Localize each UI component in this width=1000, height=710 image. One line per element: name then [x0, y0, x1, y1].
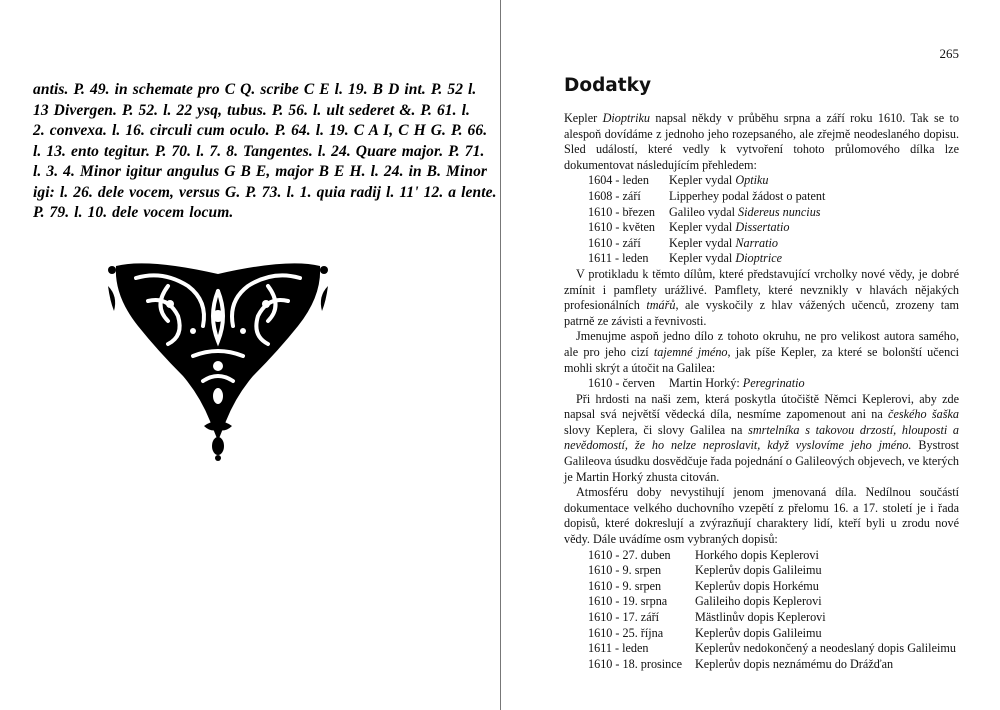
text-run: napsal někdy v průběhu srpna a září roku 1610. Tak se to alespoň dovídáme z jednoho jeho rozepsaného, ale zřejmě neodeslaného dopisu. Sled událostí, které vedly k vytvoření tohoto průlomového dílka lze dokumentovat následujícím přehledem:	[564, 111, 959, 172]
text-run: Jmenujme aspoň jedno dílo z tohoto okruhu, ne pro velikost autora samého, ale pro jeho cizí	[564, 329, 959, 359]
letter-row	[588, 579, 959, 595]
text-run: Martin Horký:	[669, 376, 743, 391]
text-run: Kepler vydal	[669, 173, 736, 188]
text-run: Optiku	[735, 173, 769, 188]
text-run: slovy Keplera, či slovy Galilea na	[564, 422, 749, 437]
letter-date: 1610 - 18. prosince	[588, 656, 683, 671]
timeline-row	[588, 220, 959, 236]
letter-row	[588, 657, 959, 673]
text-run: Narratio	[735, 235, 779, 250]
right-page	[501, 0, 1000, 710]
letter-description: Keplerův dopis Galileimu	[695, 563, 822, 578]
letter-row	[588, 626, 959, 642]
timeline-date: 1608 - září	[588, 188, 641, 203]
errata-line: P. 79. l. 10. dele vocem locum.	[33, 204, 234, 221]
text-run: Dioptriku	[602, 111, 650, 125]
letter-date: 1610 - 9. srpen	[588, 563, 662, 578]
letter-row	[588, 563, 959, 579]
letter-date: 1610 - 27. duben	[588, 547, 671, 562]
letters-intro-paragraph	[564, 485, 959, 547]
timeline-row	[588, 205, 959, 221]
pamphlets-paragraph	[564, 267, 959, 329]
left-page	[0, 0, 499, 710]
letter-description: Horkého dopis Keplerovi	[695, 547, 819, 562]
text-run: Kepler vydal	[669, 220, 736, 235]
timeline-table	[588, 173, 959, 267]
text-run: Při hrdosti na naši zem, která poskytla útočiště Němci Keplerovi, aby zde napsal svá největší vědecká díla, nesmíme zapomenout ani na	[564, 391, 959, 422]
text-run: tajemné jméno	[653, 344, 728, 359]
errata-line: l. 13. ento tegitur. P. 70. l. 7. 8. Tangentes. l. 24. Quare major. P. 71.	[33, 142, 485, 160]
errata-line: 2. convexa. l. 16. circuli cum oculo. P. 64. l. 19. C A I, C H G. P. 66.	[33, 122, 488, 139]
letter-description: Keplerův nedokončený a neodeslaný dopis Galileimu	[695, 641, 956, 656]
text-run: Peregrinatio	[742, 376, 805, 391]
text-run: Kepler vydal	[669, 235, 736, 250]
baroque-ornament-icon	[108, 256, 328, 461]
text-run: Dioptrice	[735, 251, 783, 266]
timeline-date: 1611 - leden	[588, 251, 649, 266]
letter-description: Keplerův dopis Horkému	[695, 578, 819, 593]
timeline-event	[669, 189, 825, 205]
letter-date: 1610 - 9. srpen	[588, 578, 662, 593]
timeline-date: 1610 - květen	[588, 220, 656, 235]
horky-intro-paragraph	[564, 329, 959, 376]
errata-text	[33, 80, 497, 224]
horky-row	[588, 376, 959, 392]
timeline-row	[588, 189, 959, 205]
text-run: Sidereus nuncius	[738, 204, 821, 219]
letter-date: 1610 - 19. srpna	[588, 594, 668, 609]
horky-date: 1610 - červen	[588, 376, 656, 391]
letter-description: Keplerův dopis neznámému do Drážďan	[695, 656, 894, 671]
horky-entry	[588, 376, 959, 392]
timeline-row	[588, 236, 959, 252]
letter-description: Mästlinův dopis Keplerovi	[695, 610, 826, 624]
timeline-event	[669, 251, 782, 267]
text-run: Dissertatio	[735, 220, 790, 235]
section-title: Dodatky	[564, 75, 651, 96]
page-number: 265	[939, 46, 959, 61]
text-run: Galileo vydal	[669, 204, 739, 219]
text-run: Bystrost Galileova úsudku dosvědčuje řada pojednání o Galileových objevech, ve kterých je Martin Horký zhusta citován.	[564, 438, 959, 484]
text-run: , ale vyskočily z hlav vážených učenců, zrozeny tam patrně ze závisti a řevnivosti.	[564, 298, 959, 328]
text-run: V protikladu k těmto dílům, které představující vrcholky nové vědy, je dobré zmínit i pamflety urážlivé. Pamflety, které nevznikly v hlavách nějakých profesionálních	[564, 266, 959, 313]
letters-table	[588, 548, 959, 673]
letter-row	[588, 594, 959, 610]
timeline-date: 1610 - březen	[588, 204, 656, 219]
timeline-date: 1604 - leden	[588, 173, 649, 188]
text-run: tmářů	[646, 298, 676, 313]
errata-line: 13 Divergen. P. 52. l. 22 ysq, tubus. P. 56. l. ult sederet &. P. 61. l.	[33, 101, 470, 119]
errata-line: antis. P. 49. in schemate pro C Q. scribe C E l. 19. B D int. P. 52 l.	[33, 81, 477, 98]
text-run: Lipperhey podal žádost o patent	[669, 188, 826, 203]
letter-description: Galileiho dopis Keplerovi	[695, 594, 822, 609]
intro-paragraph	[564, 111, 959, 173]
text-run: českého šaška	[888, 407, 959, 422]
text-run: smrtelníka s takovou drzostí, hlouposti a nevědomostí, že ho nelze neproslavit, když vyslovíme jeho jméno.	[564, 422, 960, 453]
letter-row	[588, 548, 959, 564]
text-run: Atmosféru doby nevystihují jenom jmenovaná díla. Nedílnou součástí dokumentace velkého duchovního vzepětí z přelomu 16. a 17. století je i řada dopisů, které dokreslují a zvýrazňují charaktery lidí, kteří byli u zrodu nové vědy. Dále uvádíme osm vybraných dopisů:	[564, 485, 959, 547]
errata-line: igi: l. 26. dele vocem, versus G. P. 73. l. 1. quia radij l. 11' 12. a lente.	[33, 183, 497, 201]
text-run: Kepler vydal	[669, 251, 736, 266]
horky-event	[669, 376, 805, 392]
letter-date: 1610 - 25. října	[588, 625, 664, 640]
timeline-event	[669, 220, 790, 236]
letter-description: Keplerův dopis Galileimu	[695, 625, 822, 640]
timeline-event	[669, 236, 778, 252]
section-body	[564, 111, 959, 672]
errata-line: l. 3. 4. Minor igitur angulus G B E, major B E H. l. 24. in B. Minor	[33, 163, 488, 180]
timeline-date: 1610 - září	[588, 235, 641, 250]
text-run: Kepler	[564, 111, 603, 125]
czech-jester-paragraph	[564, 392, 959, 486]
letter-date: 1610 - 17. září	[588, 610, 660, 624]
timeline-event	[669, 205, 821, 221]
letter-row	[588, 641, 959, 657]
timeline-event	[669, 173, 769, 189]
text-run: , jak píše Kepler, za které se bolonští učenci mohli skrýt a útočit na Galilea:	[564, 344, 959, 375]
letter-row	[588, 610, 959, 626]
timeline-row	[588, 251, 959, 267]
letter-date: 1611 - leden	[588, 641, 649, 656]
timeline-row	[588, 173, 959, 189]
